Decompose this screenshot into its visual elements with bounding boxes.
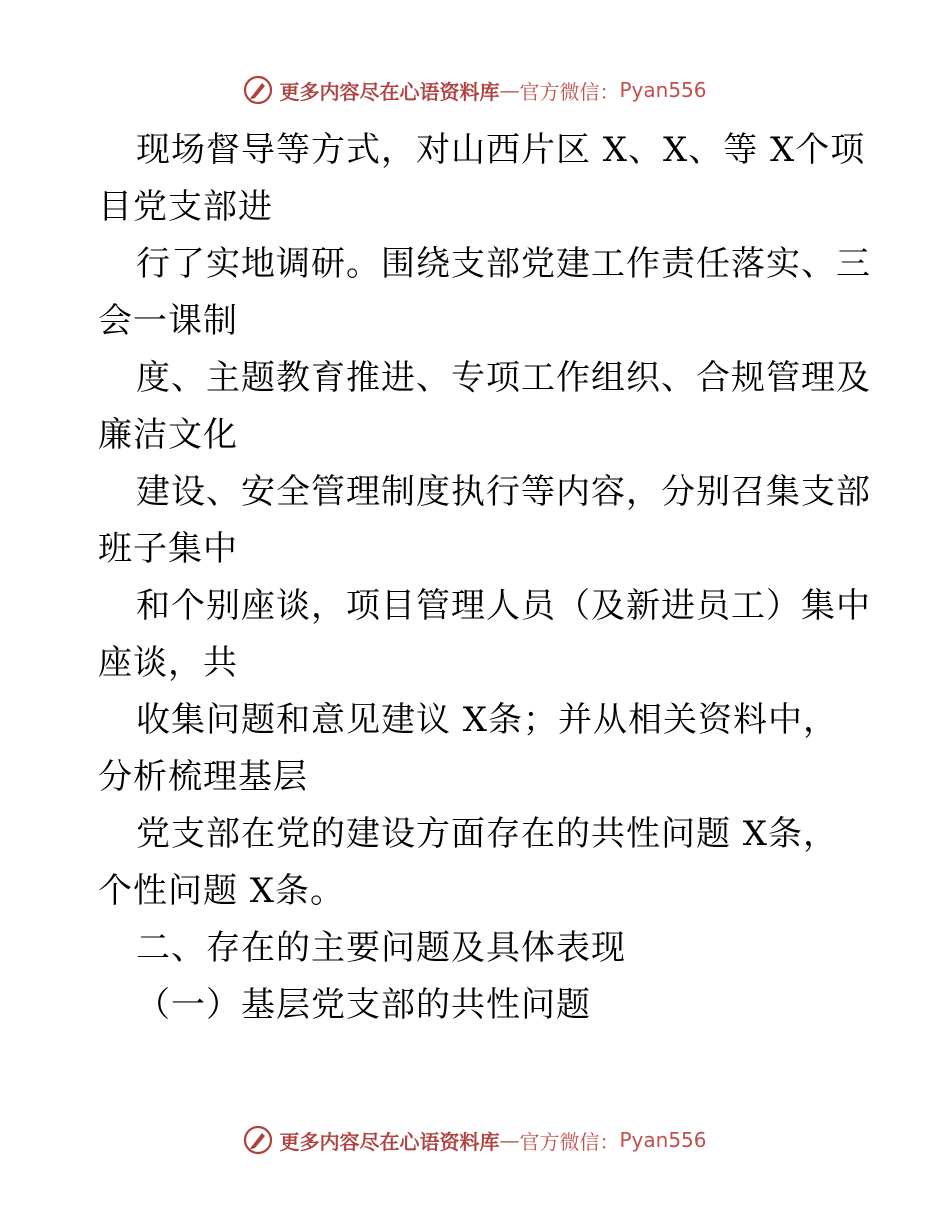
pen-logo-icon: [243, 75, 273, 105]
text-line: 会一课制: [98, 301, 238, 341]
text-line: 建设、安全管理制度执行等内容，分别召集支部: [136, 472, 871, 512]
text-line: 廉洁文化: [98, 415, 238, 455]
watermark-prefix: 更多内容尽在心语资料库: [279, 79, 500, 104]
header-watermark: [0, 70, 950, 110]
text-line: 座谈，共: [98, 643, 238, 683]
watermark-dash: —: [499, 1128, 520, 1152]
text-line: 目党支部进: [98, 187, 273, 227]
text-line: 班子集中: [98, 529, 238, 569]
subsection-heading: （一）基层党支部的共性问题: [136, 985, 591, 1025]
section-heading: 二、存在的主要问题及具体表现: [136, 928, 626, 968]
pen-logo-icon: [243, 1125, 273, 1155]
text-line: 行了实地调研。围绕支部党建工作责任落实、三: [136, 244, 871, 284]
watermark-dash: —: [499, 78, 520, 102]
watermark-suffix: 官方微信：: [519, 1129, 620, 1154]
text-line: 现场督导等方式，对山西片区 X、X、等 X个项: [136, 130, 866, 170]
text-line: 收集问题和意见建议 X条；并从相关资料中，: [136, 700, 839, 740]
footer-watermark: [0, 1120, 950, 1160]
watermark-suffix: 官方微信：: [519, 79, 620, 104]
watermark-prefix: 更多内容尽在心语资料库: [279, 1129, 500, 1154]
text-line: 分析梳理基层: [98, 757, 308, 797]
text-line: 个性问题 X条。: [98, 871, 346, 911]
watermark-id: Pyan556: [619, 78, 707, 102]
watermark-id: Pyan556: [619, 1128, 707, 1152]
document-body: [98, 122, 871, 1034]
text-line: 党支部在党的建设方面存在的共性问题 X条，: [136, 814, 839, 854]
text-line: 和个别座谈，项目管理人员（及新进员工）集中: [136, 586, 871, 626]
text-line: 度、主题教育推进、专项工作组织、合规管理及: [136, 358, 871, 398]
